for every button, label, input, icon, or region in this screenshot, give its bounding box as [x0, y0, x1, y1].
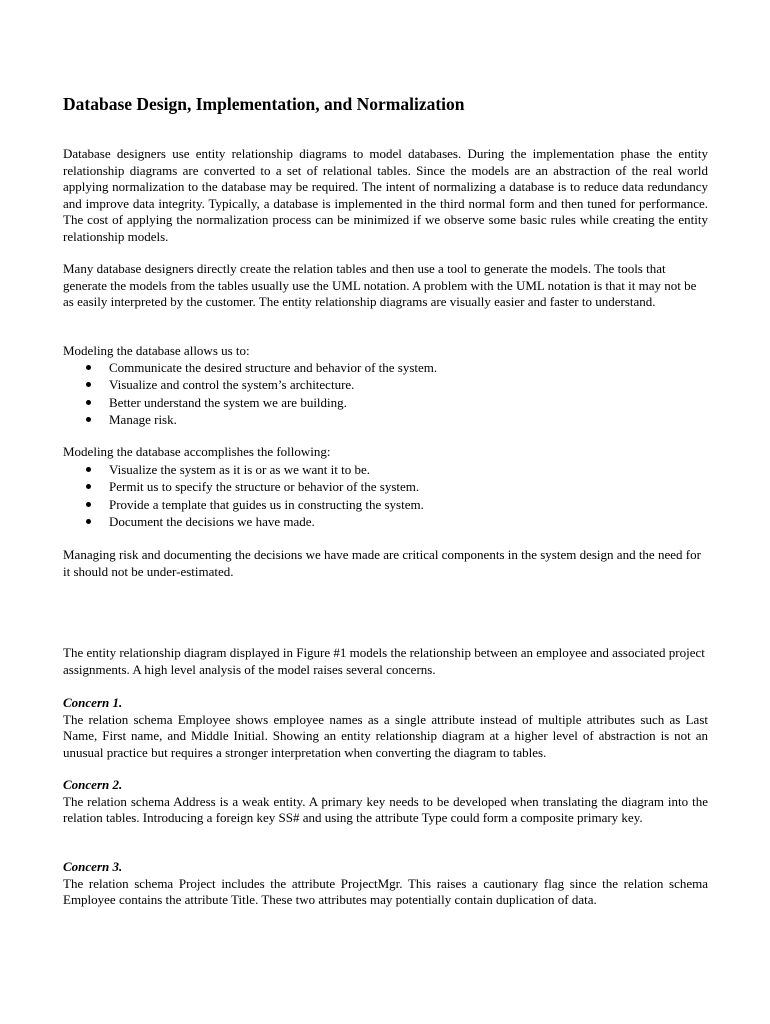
- list-item-text: Communicate the desired structure and behavior of the system.: [109, 360, 438, 375]
- concern-body: The relation schema Project includes the attribute ProjectMgr. This raises a cautionary flag since the relation schema Employee contains the attribute Title. These two attributes may potentially contain duplication of data.: [63, 875, 708, 907]
- uml-paragraph: Many database designers directly create the relation tables and then use a tool to generate the models. The tools that generate the models from the tables usually use the UML notation. A problem with the UML notation is that it may not be as easily interpreted by the customer. The entity relationship diagrams are visually easier and faster to understand.: [63, 261, 697, 309]
- concern-heading: Concern 1.: [63, 695, 123, 710]
- concern-2: [63, 777, 708, 827]
- bullet-icon: [86, 417, 91, 422]
- list-2-intro: Modeling the database accomplishes the following:: [63, 444, 331, 459]
- list-item-text: Better understand the system we are building.: [109, 394, 347, 410]
- list-item-text: Visualize the system as it is or as we want it to be.: [109, 462, 370, 477]
- list-item: [63, 478, 708, 495]
- list-item-text: Document the decisions we have made.: [109, 514, 315, 530]
- list-item-text: Manage risk.: [109, 412, 177, 428]
- bullet-icon: [86, 382, 91, 387]
- concern-3: [63, 859, 708, 909]
- list-item: [63, 461, 708, 478]
- concern-1: [63, 695, 708, 761]
- concern-body: The relation schema Address is a weak entity. A primary key needs to be developed when translating the diagram into the relation tables. Introducing a foreign key SS# and using the attribute Type could form a composite primary key.: [63, 793, 708, 825]
- bullet-icon: [86, 484, 91, 489]
- list-item-text: Provide a template that guides us in constructing the system.: [109, 496, 424, 512]
- bullet-icon: [86, 519, 91, 524]
- accomplishments-list: [63, 461, 708, 531]
- document-title: Database Design, Implementation, and Normalization: [63, 94, 465, 114]
- benefits-list: [63, 359, 708, 429]
- list-item: [63, 411, 708, 428]
- bullet-icon: [86, 467, 91, 472]
- erd-paragraph: The entity relationship diagram displayed in Figure #1 models the relationship between an employee and associated project assignments. A high level analysis of the model raises several concerns.: [63, 645, 705, 677]
- list-item: [63, 359, 708, 376]
- intro-paragraph: Database designers use entity relationship diagrams to model databases. During the implementation phase the entity relationship diagrams are converted to a set of relational tables. Since the models are an abstraction of the real world applying normalization to the database may be required. The intent of normalizing a database is to reduce data redundancy and improve data integrity. Typically, a database is implemented in the third normal form and then tuned for performance. The cost of applying the normalization process can be minimized if we observe some basic rules while creating the entity relationship models.: [63, 146, 708, 244]
- list-item-text: Permit us to specify the structure or behavior of the system.: [109, 479, 420, 495]
- concern-heading: Concern 2.: [63, 777, 123, 792]
- list-item: [63, 513, 708, 530]
- list-item: [63, 376, 708, 393]
- bullet-icon: [86, 502, 91, 507]
- bullet-icon: [86, 365, 91, 370]
- risk-paragraph: Managing risk and documenting the decisions we have made are critical components in the system design and the need for it should not be under-estimated.: [63, 547, 701, 579]
- concern-heading: Concern 3.: [63, 859, 123, 874]
- list-item: [63, 394, 708, 411]
- bullet-icon: [86, 400, 91, 405]
- list-1-intro: Modeling the database allows us to:: [63, 343, 250, 358]
- list-item-text: Visualize and control the system’s architecture.: [109, 377, 355, 393]
- concern-body: The relation schema Employee shows employee names as a single attribute instead of multiple attributes such as Last Name, First name, and Middle Initial. Showing an entity relationship diagram at a higher level of abstraction is not an unusual practice but requires a stronger interpretation when converting the diagram to tables.: [63, 711, 708, 760]
- list-item: [63, 496, 708, 513]
